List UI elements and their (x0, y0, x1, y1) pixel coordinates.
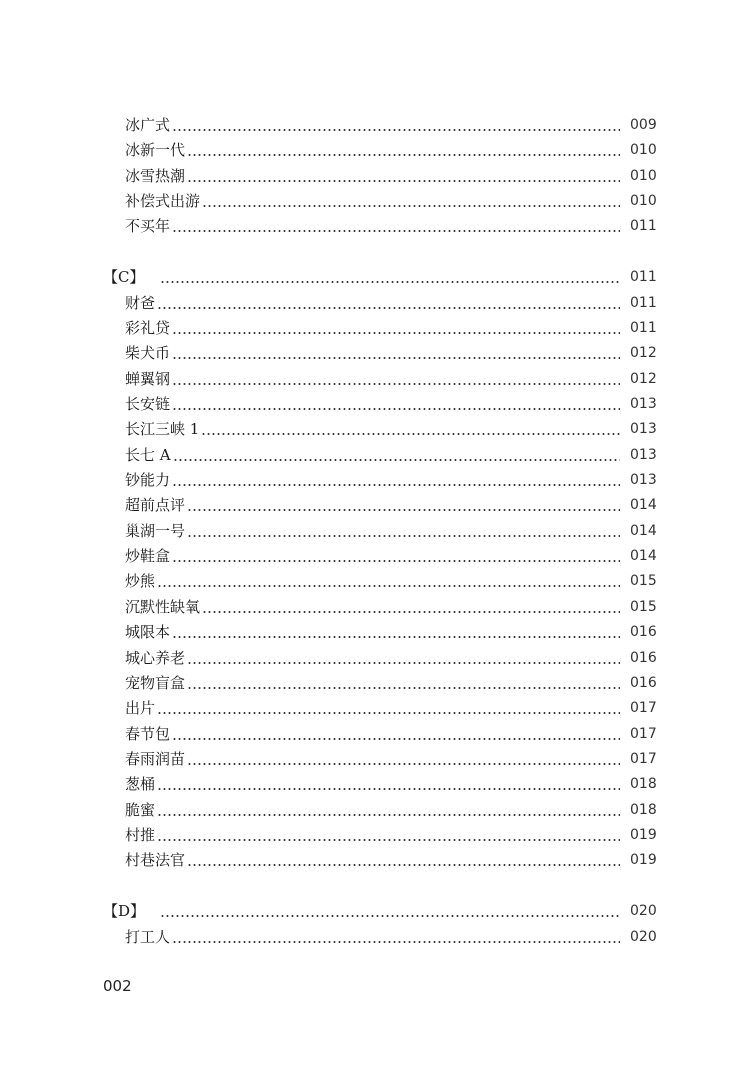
page-ref: 012 (630, 370, 657, 387)
dot-leader (172, 636, 620, 638)
toc-entry (0, 646, 750, 671)
dot-leader (202, 205, 620, 207)
page-ref: 009 (630, 117, 657, 133)
entry-title: 炒熊 (125, 572, 156, 591)
entry-title: 钞能力 (125, 471, 171, 490)
toc-entry (0, 595, 750, 620)
toc-entry (0, 341, 750, 366)
toc-section-header (0, 899, 750, 924)
toc-entry (0, 671, 750, 696)
toc-entry (0, 696, 750, 721)
entry-title: 柴犬币 (125, 344, 171, 363)
dot-leader (172, 560, 620, 562)
toc-entry (0, 189, 750, 214)
dot-leader (187, 154, 620, 156)
section-letter: 【C】 (103, 268, 145, 287)
page-ref: 010 (630, 142, 657, 159)
dot-leader (202, 611, 620, 613)
entry-title: 村推 (125, 825, 156, 844)
toc-entry (0, 747, 750, 772)
entry-title: 蝉翼钢 (125, 369, 171, 388)
dot-leader (187, 509, 620, 511)
page-ref: 012 (630, 345, 657, 362)
page-ref: 020 (630, 928, 657, 945)
page-number: 002 (103, 977, 132, 995)
page-ref: 019 (630, 852, 657, 869)
dot-leader (201, 433, 620, 435)
toc-entry (0, 468, 750, 493)
page-ref: 014 (630, 497, 657, 514)
dot-leader (187, 662, 620, 664)
entry-title: 补偿式出游 (125, 192, 201, 211)
entry-title: 超前点评 (125, 496, 186, 515)
toc-entry (0, 722, 750, 747)
dot-leader (172, 357, 620, 359)
page-ref: 013 (630, 421, 657, 438)
entry-title: 春节包 (125, 724, 171, 743)
page-ref: 011 (630, 319, 657, 336)
toc-entry (0, 925, 750, 950)
page-ref: 010 (630, 167, 657, 184)
section-letter: 【D】 (103, 902, 146, 921)
page-ref: 017 (630, 725, 657, 742)
toc-entry (0, 164, 750, 189)
entry-title: 葱桶 (125, 775, 156, 794)
toc-entry (0, 620, 750, 645)
entry-title: 巢湖一号 (125, 521, 186, 540)
dot-leader (157, 814, 620, 816)
dot-leader (160, 915, 620, 917)
entry-title: 城心养老 (125, 648, 186, 667)
toc-entry (0, 443, 750, 468)
toc-section-header (0, 265, 750, 290)
toc-entry (0, 569, 750, 594)
page-ref: 010 (630, 193, 657, 210)
page-ref: 013 (630, 472, 657, 489)
dot-leader (172, 129, 620, 131)
dot-leader (172, 738, 620, 740)
toc-entry (0, 544, 750, 569)
entry-title: 不买年 (125, 217, 171, 236)
toc-entry (0, 772, 750, 797)
entry-title: 出片 (125, 699, 156, 718)
dot-leader (157, 585, 620, 587)
dot-leader (172, 230, 620, 232)
dot-leader (172, 484, 620, 486)
page-ref: 018 (630, 801, 657, 818)
entry-title: 宠物盲盒 (125, 673, 186, 692)
toc-entry (0, 113, 750, 138)
dot-leader (160, 281, 620, 283)
dot-leader (172, 332, 620, 334)
toc-entry (0, 316, 750, 341)
page-ref: 011 (630, 294, 657, 311)
page-ref: 016 (630, 649, 657, 666)
page-ref: 015 (630, 573, 657, 590)
toc-entry (0, 214, 750, 239)
entry-title: 村巷法官 (125, 851, 186, 870)
toc-entry (0, 367, 750, 392)
entry-title: 城限本 (125, 623, 171, 642)
entry-title: 长七 A (125, 445, 171, 464)
toc-entry (0, 798, 750, 823)
toc-entry (0, 417, 750, 442)
entry-title: 脆蜜 (125, 800, 156, 819)
entry-title: 打工人 (125, 927, 171, 946)
page-ref: 020 (630, 903, 657, 920)
entry-title: 长江三峡 1 (125, 420, 200, 439)
page-ref: 019 (630, 826, 657, 843)
dot-leader (187, 180, 620, 182)
page-ref: 015 (630, 598, 657, 615)
dot-leader (157, 839, 620, 841)
page-ref: 018 (630, 776, 657, 793)
page-ref: 016 (630, 624, 657, 641)
toc-entry (0, 291, 750, 316)
page-ref: 011 (630, 269, 657, 286)
toc-entry (0, 138, 750, 163)
entry-title: 炒鞋盒 (125, 547, 171, 566)
entry-title: 长安链 (125, 395, 171, 413)
page-ref: 016 (630, 674, 657, 691)
page-ref: 011 (630, 218, 657, 235)
toc-entry (0, 823, 750, 848)
page-ref: 013 (630, 396, 657, 412)
entry-title: 冰广式 (125, 116, 171, 134)
dot-leader (172, 383, 620, 385)
dot-leader (157, 712, 620, 714)
dot-leader (187, 535, 620, 537)
entry-title: 沉默性缺氧 (125, 597, 201, 616)
page-ref: 014 (630, 548, 657, 565)
dot-leader (172, 408, 620, 410)
dot-leader (157, 788, 620, 790)
dot-leader (173, 459, 620, 461)
entry-title: 春雨润苗 (125, 749, 186, 768)
entry-title: 冰雪热潮 (125, 166, 186, 185)
dot-leader (157, 307, 620, 309)
page-ref: 013 (630, 446, 657, 463)
dot-leader (172, 941, 620, 943)
toc-entry (0, 519, 750, 544)
dot-leader (187, 763, 620, 765)
entry-title: 冰新一代 (125, 141, 186, 160)
toc-entry (0, 392, 750, 417)
toc-entry (0, 848, 750, 873)
entry-title: 彩礼贷 (125, 318, 171, 337)
page-ref: 014 (630, 522, 657, 539)
toc-entry (0, 493, 750, 518)
dot-leader (187, 687, 620, 689)
dot-leader (187, 864, 620, 866)
page-ref: 017 (630, 700, 657, 717)
page-ref: 017 (630, 750, 657, 767)
entry-title: 财爸 (125, 293, 156, 312)
